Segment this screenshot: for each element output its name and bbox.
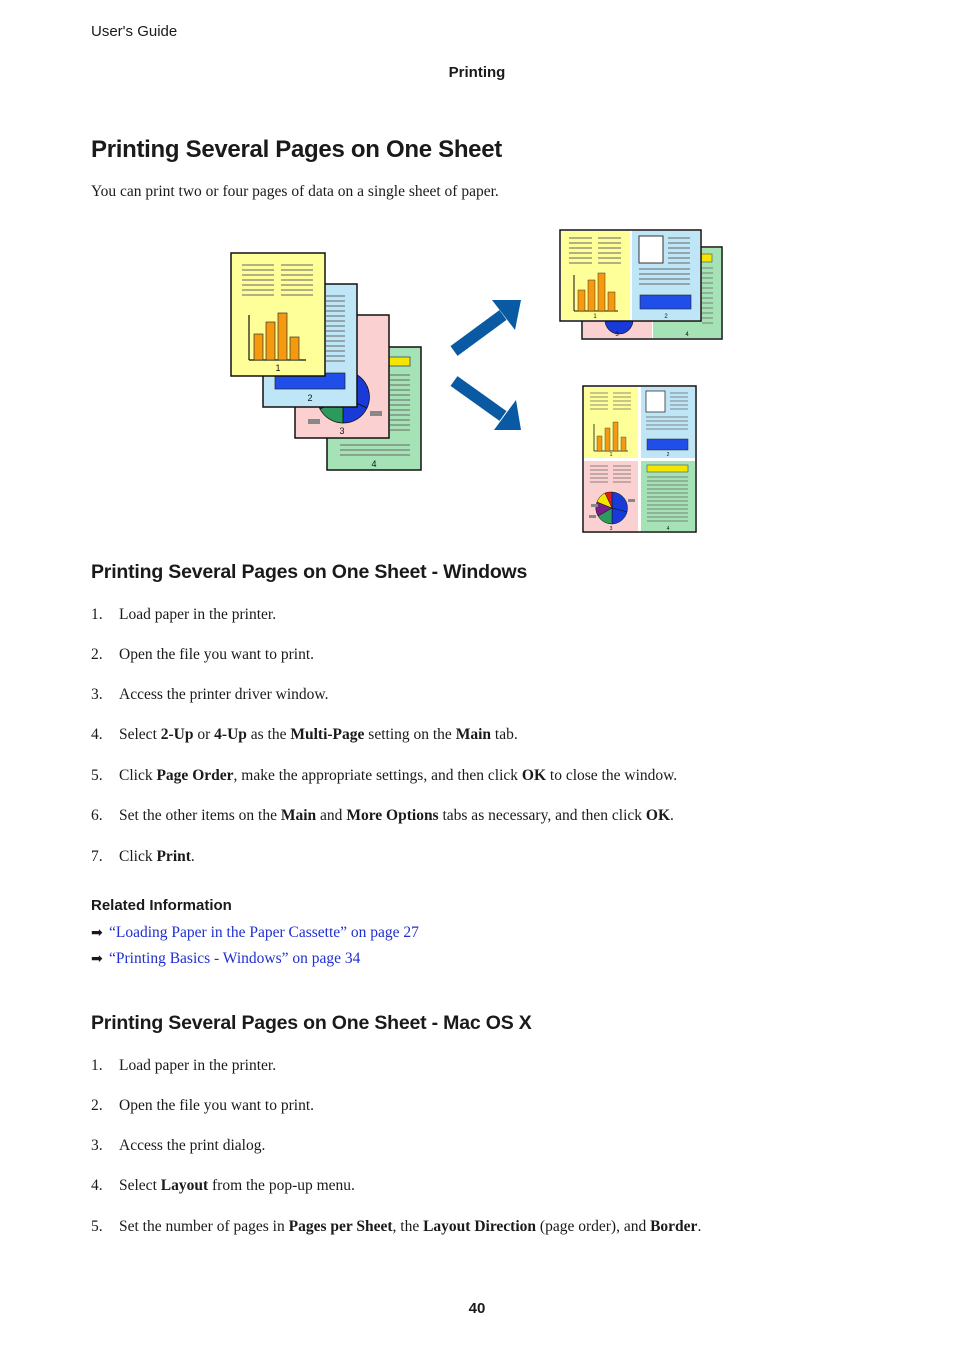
section-label: Printing xyxy=(448,64,506,81)
step-text: Load paper in the printer. xyxy=(119,606,277,623)
step-text: from the pop-up menu. xyxy=(208,1177,355,1194)
stack-page-1 xyxy=(231,253,325,376)
step-emphasis: Layout Direction xyxy=(423,1218,537,1235)
related-info-heading: Related Information xyxy=(91,897,232,914)
step-text: Load paper in the printer. xyxy=(119,1057,277,1074)
step-item xyxy=(91,1057,276,1075)
right-arrow-icon: ➡ xyxy=(91,925,103,941)
step-text: . xyxy=(190,848,195,865)
step-text: (page order), and xyxy=(536,1218,651,1235)
step-item xyxy=(91,726,518,744)
arrow-up-right-icon xyxy=(454,300,521,351)
two-up-sheet-front xyxy=(560,230,701,321)
related-link-item xyxy=(91,924,419,942)
step-text: Select xyxy=(119,726,161,743)
stack-page-number-3: 3 xyxy=(339,426,345,436)
step-item xyxy=(91,1218,701,1236)
step-text: tabs as necessary, and then click xyxy=(438,807,646,824)
step-item xyxy=(91,1097,314,1115)
step-text: , make the appropriate settings, and then click xyxy=(233,767,522,784)
step-number: 4. xyxy=(91,726,103,743)
step-emphasis: Main xyxy=(455,726,492,743)
related-link-printing-basics[interactable]: “Printing Basics - Windows” on page 34 xyxy=(109,950,361,967)
stack-page-number-4: 4 xyxy=(371,459,377,469)
step-item xyxy=(91,1137,265,1155)
step-text: Click xyxy=(119,848,157,865)
multi-page-illustration xyxy=(225,225,725,537)
page-number: 40 xyxy=(468,1300,486,1317)
step-number: 2. xyxy=(91,646,103,663)
intro-paragraph: You can print two or four pages of data on a single sheet of paper. xyxy=(91,183,499,200)
step-emphasis: Pages per Sheet xyxy=(288,1218,393,1235)
step-item xyxy=(91,807,674,825)
step-item xyxy=(91,646,314,664)
step-item xyxy=(91,686,328,704)
step-item xyxy=(91,848,195,866)
step-text: as the xyxy=(246,726,291,743)
step-number: 5. xyxy=(91,1218,103,1235)
step-text: setting on the xyxy=(364,726,456,743)
step-text: Open the file you want to print. xyxy=(119,1097,314,1114)
step-number: 3. xyxy=(91,686,103,703)
step-text: Access the printer driver window. xyxy=(119,686,329,703)
step-number: 4. xyxy=(91,1177,103,1194)
step-emphasis: Print xyxy=(156,848,191,865)
step-item xyxy=(91,1177,355,1195)
step-emphasis: 2-Up xyxy=(160,726,194,743)
four-up-number-1: 1 xyxy=(609,452,613,458)
stack-page-number-2: 2 xyxy=(307,393,313,403)
four-up-sheet xyxy=(583,386,696,532)
step-number: 2. xyxy=(91,1097,103,1114)
step-number: 7. xyxy=(91,848,103,865)
step-emphasis: Main xyxy=(280,807,317,824)
step-number: 3. xyxy=(91,1137,103,1154)
step-text: Open the file you want to print. xyxy=(119,646,314,663)
step-emphasis: OK xyxy=(645,807,671,824)
two-up-front-number-2: 2 xyxy=(664,314,668,320)
step-emphasis: Multi-Page xyxy=(290,726,365,743)
step-number: 1. xyxy=(91,1057,103,1074)
step-text: Select xyxy=(119,1177,161,1194)
step-text: Click xyxy=(119,767,157,784)
four-up-number-4: 4 xyxy=(666,526,670,532)
step-text: . xyxy=(670,807,674,824)
mac-section-title: Printing Several Pages on One Sheet - Mac OS X xyxy=(91,1012,532,1034)
step-emphasis: Border xyxy=(650,1218,698,1235)
step-item xyxy=(91,767,677,785)
step-text: Set the other items on the xyxy=(119,807,281,824)
step-text: to close the window. xyxy=(546,767,678,784)
step-text: tab. xyxy=(491,726,518,743)
page-title: Printing Several Pages on One Sheet xyxy=(91,136,502,163)
windows-section-title: Printing Several Pages on One Sheet - Windows xyxy=(91,561,528,583)
step-emphasis: OK xyxy=(521,767,547,784)
step-text: and xyxy=(316,807,347,824)
arrow-down-right-icon xyxy=(454,381,521,430)
step-emphasis: Page Order xyxy=(156,767,234,784)
step-number: 1. xyxy=(91,606,103,623)
step-number: 6. xyxy=(91,807,103,824)
two-up-back-number-4: 4 xyxy=(685,332,689,338)
four-up-number-3: 3 xyxy=(609,526,613,532)
step-emphasis: 4-Up xyxy=(214,726,247,743)
step-text: , the xyxy=(392,1218,424,1235)
step-item xyxy=(91,606,276,624)
step-text: Access the print dialog. xyxy=(119,1137,266,1154)
step-emphasis: Layout xyxy=(160,1177,209,1194)
step-emphasis: More Options xyxy=(346,807,439,824)
two-up-front-number-1: 1 xyxy=(593,314,597,320)
guide-title: User's Guide xyxy=(91,23,178,40)
related-link-loading-paper[interactable]: “Loading Paper in the Paper Cassette” on page 27 xyxy=(109,924,419,941)
right-arrow-icon: ➡ xyxy=(91,951,103,967)
two-up-back-number-3: 3 xyxy=(615,332,619,338)
related-link-item xyxy=(91,950,360,968)
step-text: . xyxy=(697,1218,702,1235)
step-number: 5. xyxy=(91,767,103,784)
step-text: or xyxy=(193,726,215,743)
four-up-number-2: 2 xyxy=(666,452,670,458)
stack-page-number-1: 1 xyxy=(275,363,281,373)
step-text: Set the number of pages in xyxy=(119,1218,289,1235)
